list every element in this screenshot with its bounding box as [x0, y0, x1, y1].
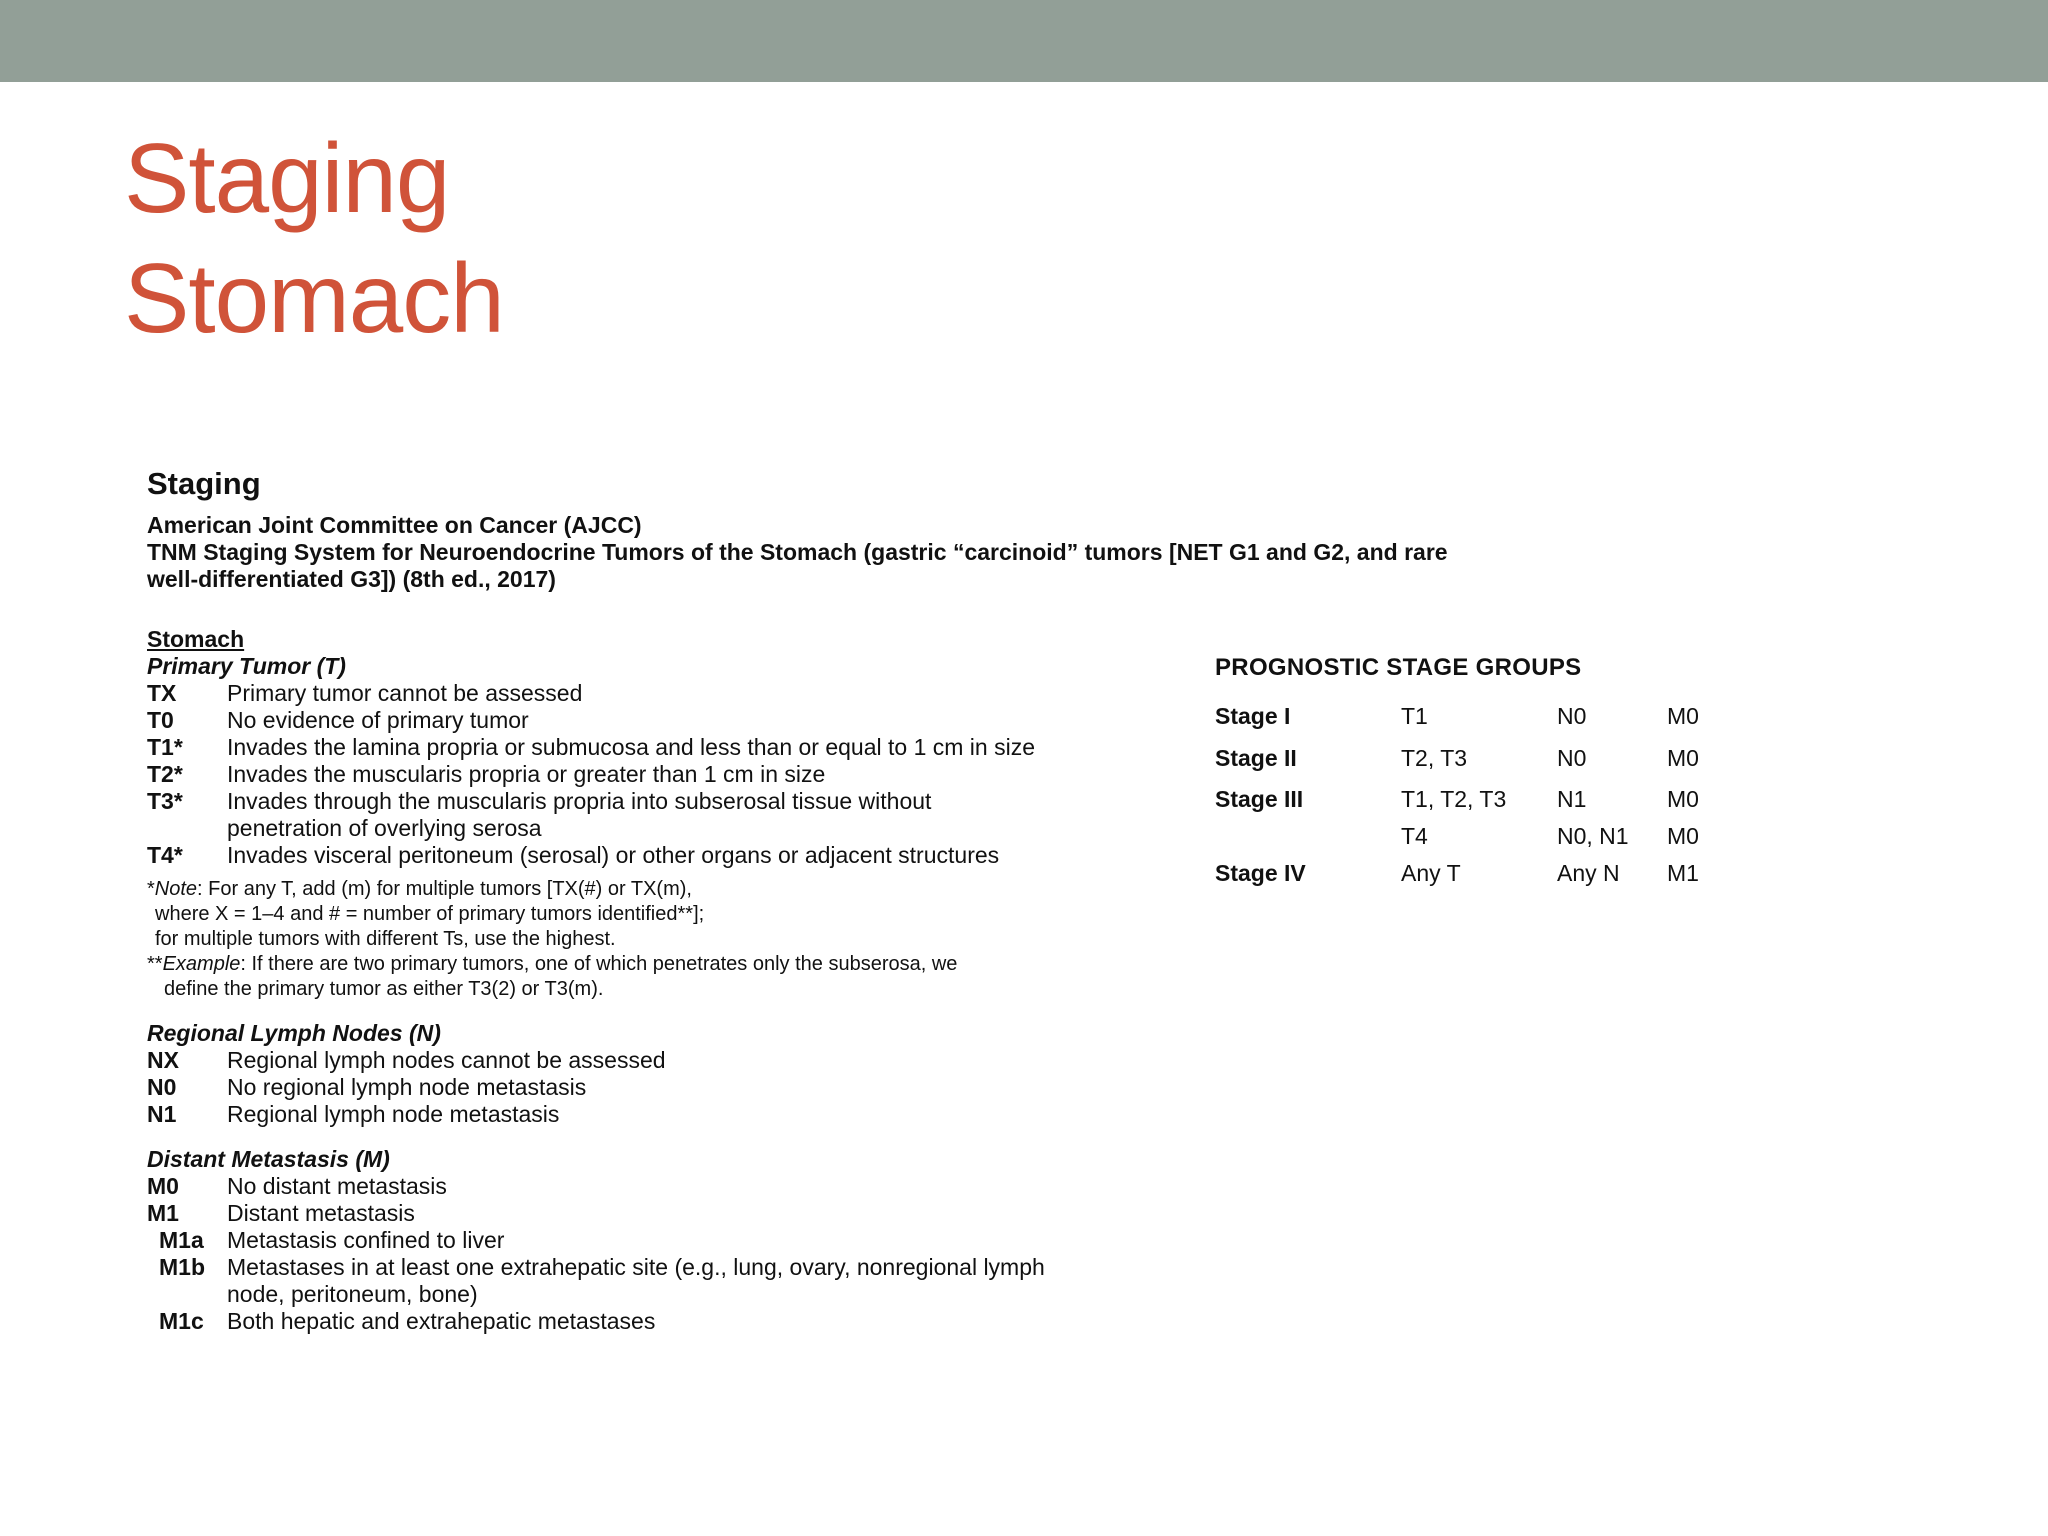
lymph-nodes-title: Regional Lymph Nodes (N) [147, 1020, 441, 1046]
table-row [1215, 735, 1727, 781]
definition-code: T3* [147, 788, 183, 814]
definition-text: Regional lymph nodes cannot be assessed [227, 1047, 666, 1073]
stage-cell: Stage I [1215, 703, 1291, 729]
doc-org: American Joint Committee on Cancer (AJCC) [147, 512, 642, 538]
table-row [1215, 781, 1727, 818]
definition-row [147, 761, 1087, 788]
definition-row [147, 1308, 1087, 1335]
m-cell: M0 [1667, 744, 1699, 771]
definition-row [147, 1047, 1087, 1074]
primary-tumor-title: Primary Tumor (T) [147, 653, 346, 679]
note-text: for multiple tumors with different Ts, use the highest. [155, 928, 616, 950]
definition-code: N0 [147, 1074, 177, 1100]
definition-text: No regional lymph node metastasis [227, 1074, 587, 1100]
table-row [1215, 818, 1727, 855]
definition-text: Invades the muscularis propria or greater than 1 cm in size [227, 761, 826, 787]
definition-row [147, 1173, 1087, 1200]
stage-cell: Stage III [1215, 786, 1304, 812]
note-marker: * [147, 878, 155, 900]
m-cell: M0 [1667, 786, 1699, 812]
t-cell: T4 [1401, 823, 1428, 849]
note-text: where X = 1–4 and # = number of primary tumors identified**]; [155, 903, 705, 925]
note-text: : For any T, add (m) for multiple tumors [TX(#) or TX(m), [197, 878, 692, 900]
definition-code: M1 [147, 1200, 179, 1226]
definition-text: Invades through the muscularis propria into subserosal tissue without penetration of overlying serosa [227, 788, 932, 841]
n-cell: Any N [1557, 860, 1620, 886]
definition-code: M0 [147, 1173, 179, 1199]
n-cell: N0, N1 [1557, 823, 1629, 849]
definition-code: NX [147, 1047, 179, 1073]
table-row [1215, 698, 1727, 735]
n-cell: N1 [1557, 786, 1587, 812]
staging-document [147, 466, 1727, 1334]
definition-row [147, 707, 1087, 734]
definition-row [147, 1074, 1087, 1101]
definition-text: Invades visceral peritoneum (serosal) or other organs or adjacent structures [227, 842, 1000, 868]
footnote [147, 877, 1087, 1002]
slide-title-line2: Stomach [124, 243, 504, 353]
doc-system-line2: well-differentiated G3]) (8th ed., 2017) [147, 566, 556, 592]
definition-code: T2* [147, 761, 183, 787]
prognostic-stage-groups [1215, 654, 1735, 892]
definition-row [147, 788, 1087, 842]
definition-row [147, 734, 1087, 761]
definition-row [147, 1254, 1087, 1308]
doc-heading: Staging [147, 466, 261, 501]
note-marker: ** [147, 953, 163, 975]
n-cell: N0 [1557, 744, 1587, 771]
definition-code: T1* [147, 734, 183, 760]
stage-cell: Stage IV [1215, 860, 1306, 886]
slide-title-line1: Staging [124, 123, 450, 233]
definition-text: Primary tumor cannot be assessed [227, 680, 583, 706]
section-title: Stomach [147, 626, 245, 652]
metastasis-title: Distant Metastasis (M) [147, 1146, 390, 1172]
definition-code: TX [147, 680, 177, 706]
definition-text: Metastasis confined to liver [227, 1227, 505, 1253]
definition-code: M1b [159, 1254, 205, 1280]
stage-cell: Stage II [1215, 744, 1297, 771]
definition-code: M1a [159, 1227, 204, 1253]
n-cell: N0 [1557, 703, 1587, 729]
stage-cell [1215, 818, 1401, 855]
t-cell: T1, T2, T3 [1401, 786, 1507, 812]
tnm-definitions [147, 626, 1087, 1335]
definition-text: Metastases in at least one extrahepatic site (e.g., lung, ovary, nonregional lymph node, peritoneum, bone) [227, 1254, 1045, 1307]
definition-row [147, 680, 1087, 707]
definition-text: Distant metastasis [227, 1200, 415, 1226]
definition-row [147, 1227, 1087, 1254]
definition-code: N1 [147, 1101, 177, 1127]
definition-code: M1c [159, 1308, 204, 1334]
definition-text: Regional lymph node metastasis [227, 1101, 560, 1127]
top-banner [0, 0, 2048, 82]
t-cell: Any T [1401, 860, 1461, 886]
definition-text: Both hepatic and extrahepatic metastases [227, 1308, 656, 1334]
t-cell: T2, T3 [1401, 744, 1468, 771]
note-text: define the primary tumor as either T3(2) or T3(m). [164, 978, 604, 1000]
table-row [1215, 855, 1727, 892]
definition-code: T4* [147, 842, 183, 868]
note-text: : If there are two primary tumors, one of which penetrates only the subserosa, we [240, 953, 958, 975]
m-cell: M0 [1667, 823, 1699, 849]
prognostic-table [1215, 698, 1727, 892]
t-cell: T1 [1401, 703, 1428, 729]
definition-text: No evidence of primary tumor [227, 707, 529, 733]
definition-code: T0 [147, 707, 174, 733]
definition-row [147, 1200, 1087, 1227]
prognostic-title: PROGNOSTIC STAGE GROUPS [1215, 654, 1582, 681]
definition-row [147, 842, 1087, 869]
definition-row [147, 1101, 1087, 1128]
note-label: Note [154, 878, 198, 900]
slide-title [124, 118, 504, 358]
definition-text: No distant metastasis [227, 1173, 447, 1199]
m-cell: M0 [1667, 703, 1699, 729]
note-label: Example [162, 953, 241, 975]
m-cell: M1 [1667, 860, 1699, 886]
definition-text: Invades the lamina propria or submucosa and less than or equal to 1 cm in size [227, 734, 1035, 760]
doc-system-line1: TNM Staging System for Neuroendocrine Tumors of the Stomach (gastric “carcinoid” tumors [NET G1 and G2, and rare [147, 539, 1448, 565]
